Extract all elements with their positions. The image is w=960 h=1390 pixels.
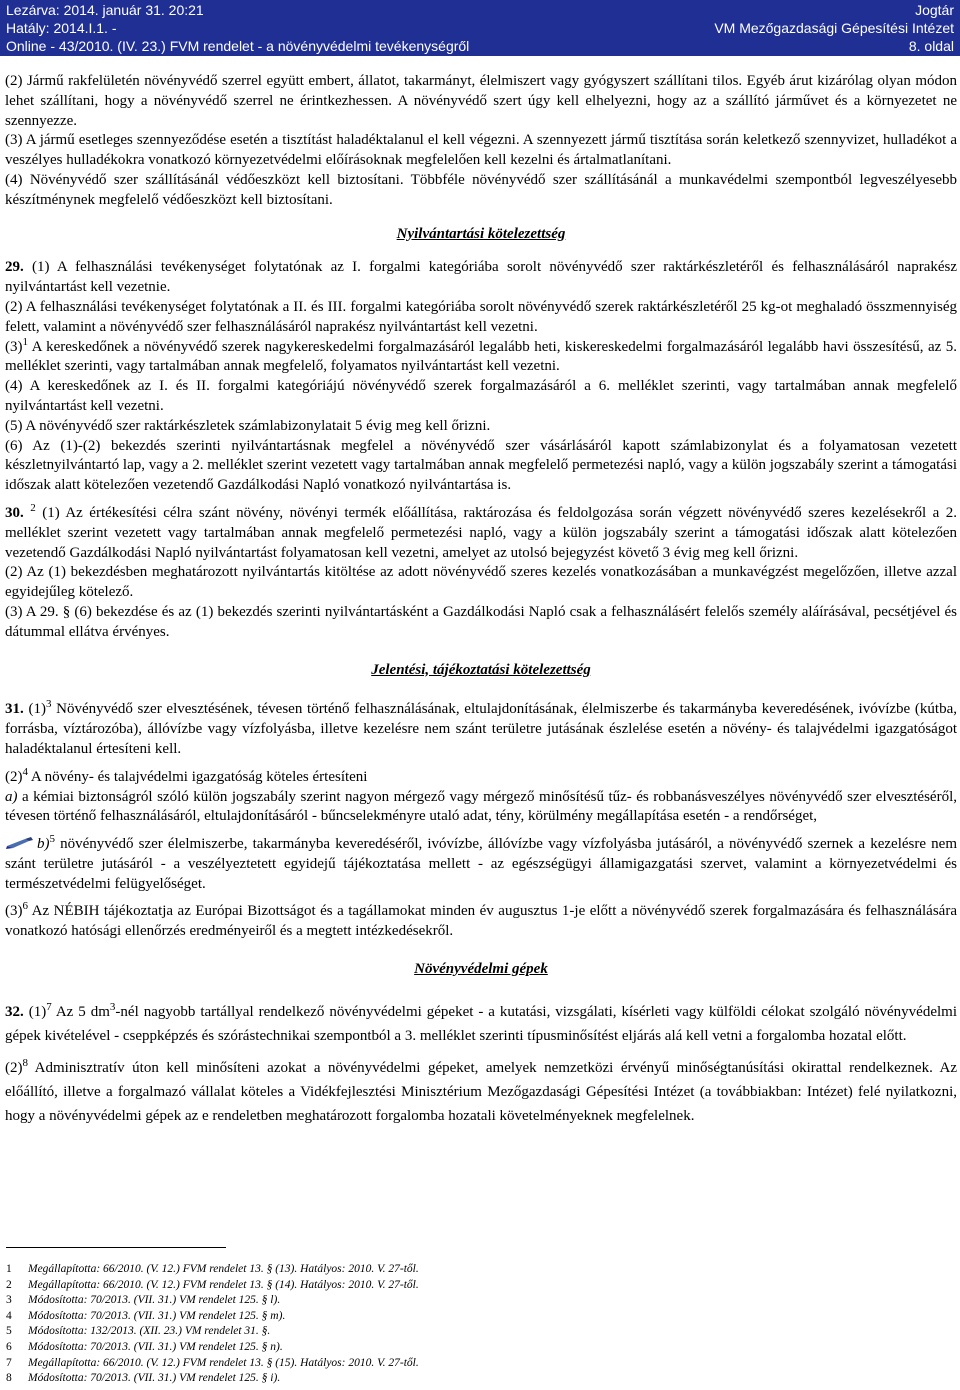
footnote: 8 Módosította: 70/2013. (VII. 31.) VM rendelet 125. § i).: [6, 1372, 281, 1385]
section-number: 29.: [5, 259, 24, 276]
footnote: 1 Megállapította: 66/2010. (V. 12.) FVM rendelet 13. § (13). Hatályos: 2010. V. 27-től.: [6, 1263, 419, 1275]
footnote: 7 Megállapította: 66/2010. (V. 12.) FVM rendelet 13. § (15). Hatályos: 2010. V. 27-től.: [6, 1356, 419, 1369]
section-number: 32.: [5, 1003, 24, 1020]
footnote-ref[interactable]: 7: [46, 1000, 52, 1013]
paragraph: $(3)^6$ Az NÉBIH tájékoztatja az Európai Bizottságot és a tagállamokat minden év augusztus 1-je előtt a növényvédő szerek forgalmazására és felhasználására vonatkozó hatósági ellenőrzés eredményeiről és a megtett intézkedésekről.: [5, 900, 957, 940]
footnote: 5 Módosította: 132/2013. (XII. 23.) VM rendelet 31. §.: [6, 1325, 271, 1338]
paragraph: 32. $(1)^7$ Az 5 $dm^3$-nél nagyobb tartállyal rendelkező növényvédelmi gépeket - a kutatási, vizsgálati, kísérleti vagy külföldi célokat szolgáló növényvédelmi gépek kivételével - cseppképzés és szórástechnikai szempontból a 3. melléklet szerinti típusminősítést eljárás alá kell vetni a forgalomba hozatal előtt.: [5, 1000, 957, 1044]
footnote-ref[interactable]: 8: [22, 1056, 28, 1069]
closing-date: Lezárva: 2014. január 31. 20:21: [6, 2, 204, 18]
footnote-ref[interactable]: 5: [49, 833, 55, 846]
superscript: 3: [109, 1000, 116, 1013]
paragraph: (2) Az (1) bekezdésben meghatározott nyilvántartás kitöltése az adott növényvédő szeres kezelés vonatkozásában a munkavégzést megelőzően, illetve azzal egyidejűleg kötelező.: [5, 564, 957, 601]
footnote-ref[interactable]: 4: [22, 765, 28, 778]
paragraph: (3) A jármű esetleges szennyeződése esetén a tisztítást haladéktalanul el kell végezni. A szennyezett jármű tisztítása során keletkező szennyvizet, hulladékot a veszélyes hulladékokra vonatkozó környezetvédelmi előírásoknak megfelelően kell kezelni és ártalmatlanítani.: [5, 132, 957, 169]
paragraph: (3) A 29. § (6) bekezdése és az (1) bekezdés szerinti nyilvántartásként a Gazdálkodási Napló csak a felhasználásért felelős személy aláírásával, pecsétjével és dátummal ellátva érvényes.: [5, 603, 957, 640]
paragraph: (2) Jármű rakfelületén növényvédő szerrel együtt embert, állatot, takarmányt, élelmiszert vagy gyógyszert szállítani tilos. Egyéb árut kizárólag olyan módon lehet szállítani, hogy a növényvédő szerrel ne érintkezhessen. A növényvédő szert úgy kell elhelyezni, hogy az a szállító járművet és a környezetet ne szennyezze.: [5, 73, 957, 129]
footnote: 4 Módosította: 70/2013. (VII. 31.) VM rendelet 125. § m).: [6, 1309, 286, 1322]
section-number: 30.: [5, 504, 24, 521]
footnotes: [6, 1247, 946, 1387]
section-heading: Növényvédelmi gépek: [414, 961, 548, 978]
paragraph: (5) A növényvédő szer raktárkészletek számlabizonylatait 5 évig meg kell őrizni.: [5, 417, 491, 434]
footnote-divider: [6, 1247, 226, 1248]
header-right: [714, 1, 954, 55]
paragraph: a) a kémiai biztonságról szóló külön jogszabály szerint nagyon mérgező vagy mérgező minősítésű tűz- és robbanásveszélyes növényvédő szer elvesztéséről, tévesen történő felhasználásáról, eltulajdonításáról - bűncselekményre utaló adat, tény, körülmény megállapítása esetén - a rendőrséget,: [5, 788, 957, 825]
paragraph: (4) Növényvédő szer szállításánál védőeszközt kell biztosítani. Többféle növényvédő szer szállításánál a munkavédelmi szempontból legveszélyesebb készítménynek megfelelő védőeszközt kell biztosítani.: [5, 171, 957, 208]
header-left: [6, 1, 469, 55]
publisher: Jogtár: [915, 2, 954, 18]
paragraph: 29. (1) A felhasználási tevékenységet folytatónak az I. forgalmi kategóriába sorolt növényvédő szer raktárkészletéről és felhasználásáról naprakész nyilvántartást kell vezetnie.: [5, 259, 958, 296]
effect-date: Hatály: 2014.I.1. -: [6, 20, 117, 36]
section-heading: Nyilvántartási kötelezettség: [396, 225, 566, 242]
paragraph: 31. $(1)^3$ Növényvédő szer elvesztésének, tévesen történő felhasználásának, eltulajdonításának, élelmiszerbe és takarmányba keveredésének, ivóvízbe (kútba, forrásba, víztározóba), állóvízbe vagy vízfolyásba, illetve kezelésre nem szánt területre jutásának észlelése esetén a növény- és talajvédelmi igazgatóságot haladéktalanul értesíteni kell.: [5, 698, 957, 757]
footnote-ref[interactable]: 2: [30, 501, 36, 514]
paragraph: $(3)^1$ A kereskedőnek a növényvédő szerek nagykereskedelmi forgalmazásáról legalább heti, kiskereskedelmi forgalmazásáról legalább havi összesítésű, az 5. melléklet szerinti, vagy tartalmában annak megfelelő, folyamatos nyilvántartást kell vezetni.: [5, 335, 957, 375]
footnote-ref[interactable]: 3: [45, 698, 52, 711]
page-number: 8. oldal: [908, 38, 954, 54]
paragraph: (4) A kereskedőnek az I. és II. forgalmi kategóriájú növényvédő szerek forgalmazásáról a 6. melléklet szerinti, vagy tartalmában annak megfelelő nyilvántartást kell vezetni.: [5, 378, 957, 414]
paragraph: $(2)^4$ A növény- és talajvédelmi igazgatóság köteles értesíteni: [5, 765, 368, 785]
paragraph: $(2)^8$ Adminisztratív úton kell minősíteni azokat a növényvédelmi gépeket, amelyek nemzetközi érvényű minőségtanúsítási okirattal rendelkeznek. Az előállító, illetve a forgalmazó vállalat köteles a Vidékfejlesztési Minisztérium Mezőgazdasági Gépesítési Intézet (a továbbiakban: Intézet) felé nyilatkozni, hogy a növényvédelmi gépek az e rendeletben meghatározott forgalomba hozatali követelményeknek megfelelnek.: [5, 1056, 957, 1124]
footnote-ref[interactable]: 6: [22, 900, 28, 913]
institution: VM Mezőgazdasági Gépesítési Intézet: [714, 20, 954, 36]
paragraph: (6) Az (1)-(2) bekezdés szerinti nyilvántartásnak megfelel a növényvédő szer vásárlásáról kapott számlabizonylat és a folyamatosan vezetett készletnyilvántartó lap, vagy a 2. melléklet szerint vezetett vagy tartalmában annak megfelelő permetezési napló, vagy a külön jogszabály szerint a támogatási időszak alatt kötelezően vezetendő Gazdálkodási Napló vonatkozó nyilvántartása is.: [5, 437, 957, 494]
footnote-ref[interactable]: 1: [22, 335, 28, 348]
point-label: b): [37, 836, 50, 853]
pencil-marker-icon[interactable]: [5, 836, 35, 850]
page-header: [0, 0, 960, 56]
document-title: Online - 43/2010. (IV. 23.) FVM rendelet - a növényvédelmi tevékenységről: [6, 38, 470, 54]
paragraph: b)$^5$ növényvédő szer élelmiszerbe, takarmányba keveredéséről, ivóvízbe, állóvízbe vagy vízfolyásba jutásáról, a növényvédő szernek a kezelésre nem szánt területre jutásáról - a veszélyeztetett egyidejű tájékoztatása mellett - az egészségügyi államigazgatási szervet, valamint a környezetvédelmi és természetvédelmi felügyelőséget.: [5, 833, 957, 892]
paragraph: (2) A felhasználási tevékenységet folytatónak a II. és III. forgalmi kategóriába sorolt növényvédő szerek raktárkészletéről 25 kg-ot meghaladó összmennyiség felett, valamint a növényvédő szer felhasználásáról naprakész nyilvántartást kell vezetni.: [5, 298, 957, 335]
section-number: 31.: [5, 701, 24, 718]
footnote: 6 Módosította: 70/2013. (VII. 31.) VM rendelet 125. § n).: [6, 1340, 283, 1353]
point-label: a): [5, 788, 18, 805]
section-heading: Jelentési, tájékoztatási kötelezettség: [371, 661, 591, 678]
document-body: [5, 72, 957, 1128]
footnote: 3 Módosította: 70/2013. (VII. 31.) VM rendelet 125. § l).: [6, 1294, 281, 1307]
footnote: 2 Megállapította: 66/2010. (V. 12.) FVM rendelet 13. § (14). Hatályos: 2010. V. 27-től.: [6, 1278, 419, 1291]
paragraph: 30. $^2$ (1) Az értékesítési célra szánt növény, növényi termék előállítása, raktározása és feldolgozása során végzett növényvédő szeres kezelésekről a 2. melléklet szerint vezetett vagy tartalmában annak megfelelő permetezési napló, vagy a külön jogszabály szerint a támogatási időszak alatt kötelezően vezetendő Gazdálkodási Napló nyilvántartást folyamatosan kell vezetni, amelyet az utolsó bejegyzést követő 3 évig meg kell őrizni.: [5, 501, 957, 561]
